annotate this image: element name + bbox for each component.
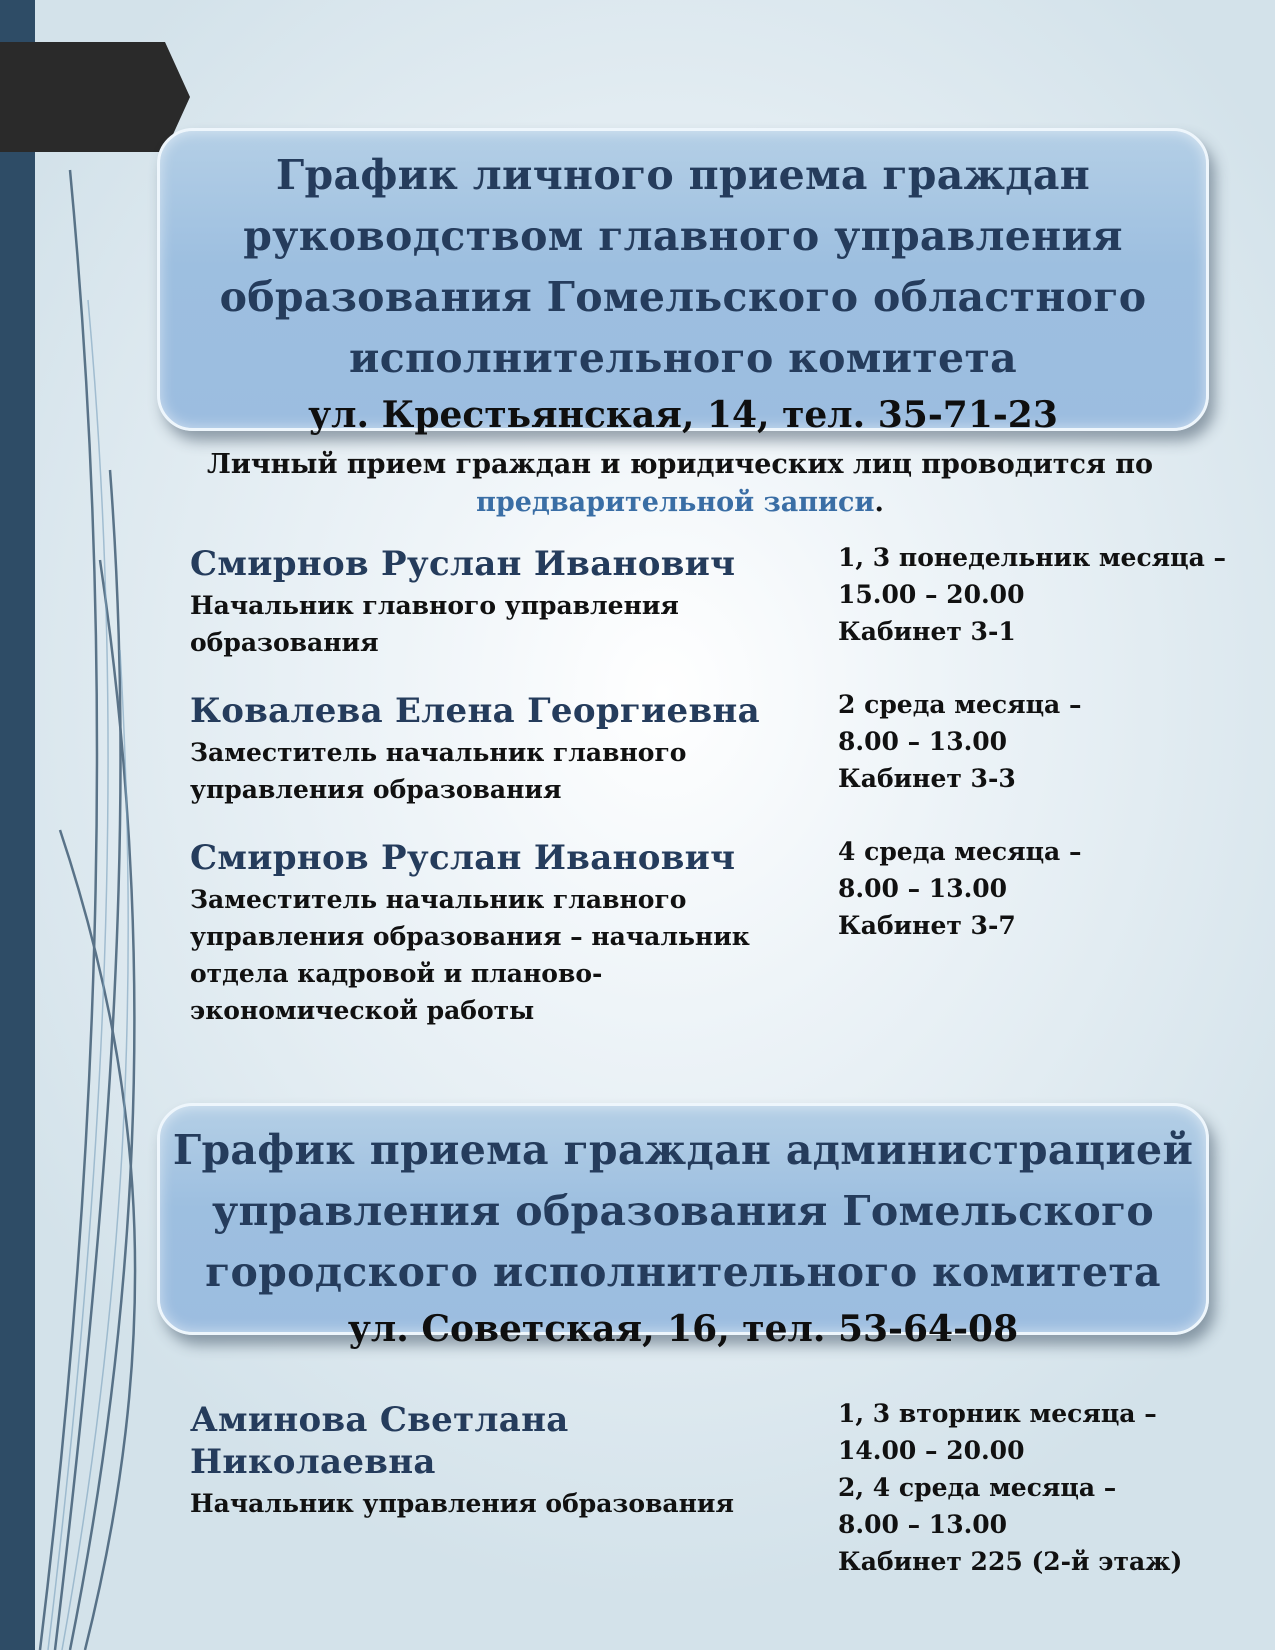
left-decorative-bar [0,0,35,1650]
schedule-line: 4 среда месяца – [838,837,1082,866]
official-schedule [838,833,1238,944]
official-schedule [838,1395,1238,1580]
note-end: . [874,487,884,518]
official-name: Аминова Светлана Николаевна [190,1400,569,1482]
official-role-line: управления образования [190,775,562,804]
official-role-line: экономической работы [190,996,535,1025]
official-schedule [838,539,1238,650]
schedule-line: 15.00 – 20.00 [838,580,1025,609]
official-role-line: образования [190,628,379,657]
official-role-line: отдела кадровой и планово- [190,959,603,988]
banner-title-line: График личного приема граждан [275,151,1091,199]
official-schedule [838,686,1238,797]
banner-title-line: руководством главного управления [243,212,1123,260]
official-entry [190,690,780,808]
banner-title-line: городского исполнительного комитета [205,1248,1161,1296]
official-entry [190,1399,780,1522]
official-role-line: Начальник главного управления [190,591,679,620]
schedule-line: 8.00 – 13.00 [838,1510,1008,1539]
schedule-line: Кабинет 3-1 [838,617,1016,646]
city-reception-banner [157,1103,1209,1350]
official-role-line: управления образования – начальник [190,922,750,951]
schedule-line: 2 среда месяца – [838,690,1082,719]
schedule-line: 8.00 – 13.00 [838,727,1008,756]
schedule-line: Кабинет 3-7 [838,911,1016,940]
city-address: ул. Советская, 16, тел. 53-64-08 [347,1308,1019,1350]
dark-arrow-tab [0,42,190,152]
official-entry [190,543,780,661]
banner-title-line: образования Гомельского областного [219,273,1147,321]
official-role-line: Заместитель начальник главного [190,738,687,767]
banner-title-line: График приема граждан администрацией [172,1126,1194,1174]
regional-reception-banner [157,128,1209,436]
schedule-line: Кабинет 3-3 [838,764,1016,793]
appointment-note [150,446,1210,522]
official-name: Смирнов Руслан Иванович [190,544,736,584]
note-highlight: предварительной записи [476,487,875,518]
schedule-line: 1, 3 понедельник месяца – [838,543,1227,572]
schedule-line: 1, 3 вторник месяца – [838,1399,1157,1428]
official-role-line: Начальник управления образования [190,1489,734,1518]
schedule-line: Кабинет 225 (2-й этаж) [838,1547,1183,1576]
schedule-line: 2, 4 среда месяца – [838,1473,1117,1502]
note-text: Личный прием граждан и юридических лиц проводится по [206,449,1154,480]
schedule-line: 14.00 – 20.00 [838,1436,1025,1465]
banner-title-line: исполнительного комитета [348,334,1018,382]
official-name: Смирнов Руслан Иванович [190,838,736,878]
banner-title-line: управления образования Гомельского [211,1187,1155,1235]
official-name: Ковалева Елена Георгиевна [190,691,760,731]
official-role-line: Заместитель начальник главного [190,885,687,914]
schedule-line: 8.00 – 13.00 [838,874,1008,903]
regional-address: ул. Крестьянская, 14, тел. 35-71-23 [308,394,1058,436]
official-entry [190,837,780,1029]
